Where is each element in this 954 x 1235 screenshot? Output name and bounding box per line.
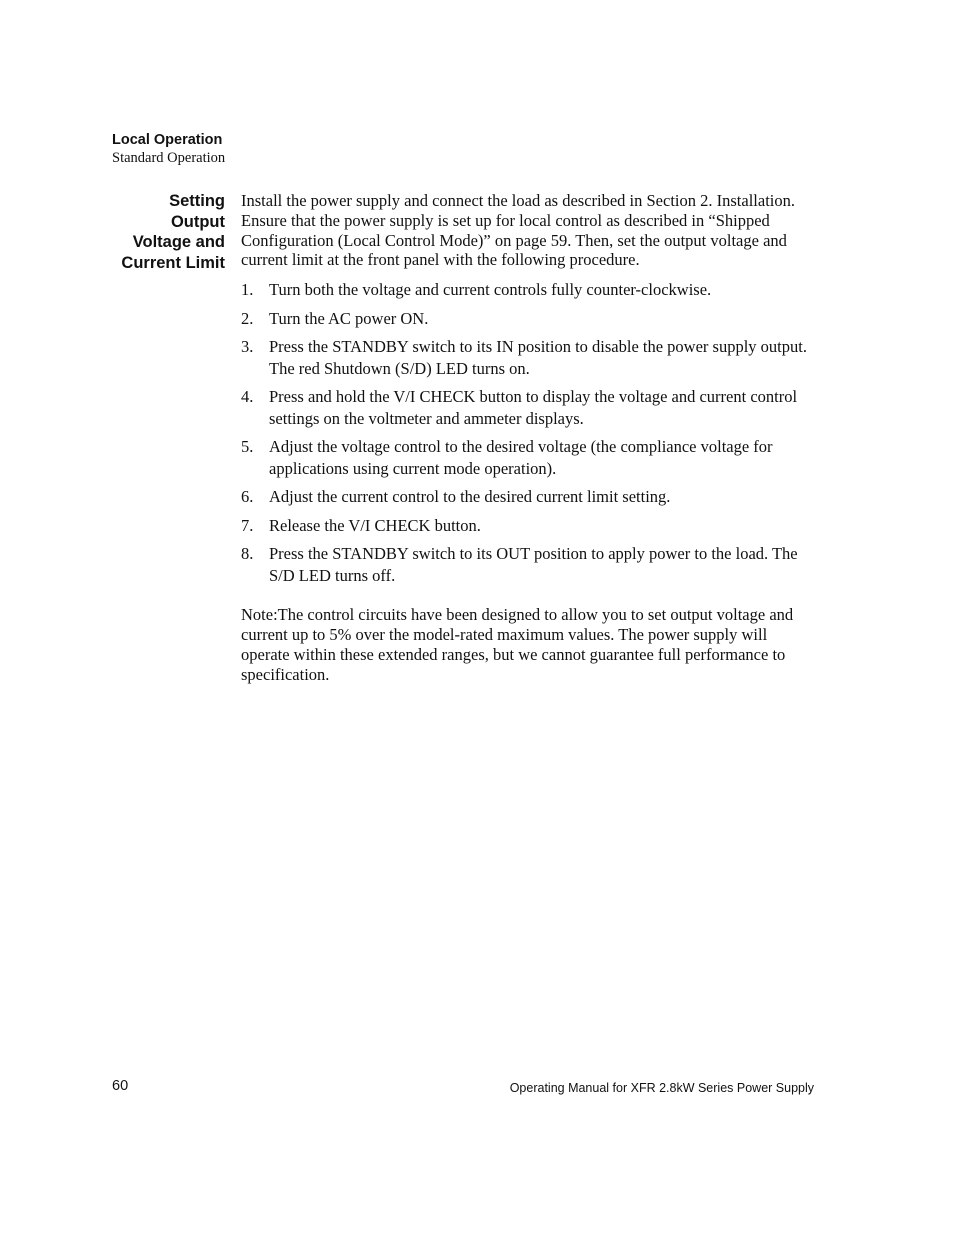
step-number: 4. <box>241 387 254 407</box>
step-text: Release the V/I CHECK button. <box>269 515 481 535</box>
list-item <box>241 336 816 379</box>
procedure-list <box>241 279 816 586</box>
list-item <box>241 386 816 429</box>
step-text: Press the STANDBY switch to its OUT position to apply power to the load. The S/D LED turns off. <box>269 544 798 585</box>
step-number: 6. <box>241 487 254 507</box>
step-number: 1. <box>241 280 254 300</box>
chapter-title: Local Operation <box>112 132 223 148</box>
page-footer <box>112 1078 814 1098</box>
step-number: 7. <box>241 515 254 535</box>
list-item <box>241 436 816 479</box>
side-heading-line: Setting <box>169 192 225 210</box>
list-item <box>241 486 816 508</box>
list-item <box>241 279 816 301</box>
step-text: Turn both the voltage and current controls fully counter-clockwise. <box>269 280 712 300</box>
list-item <box>241 515 816 537</box>
side-heading-line: Voltage and <box>132 233 225 251</box>
page-header <box>112 131 225 167</box>
side-heading-line: Output <box>170 212 225 231</box>
side-heading <box>95 191 225 273</box>
step-number: 2. <box>241 308 254 328</box>
step-text: Turn the AC power ON. <box>269 308 429 328</box>
step-text: Adjust the voltage control to the desired voltage (the compliance voltage for applications using current mode operation). <box>269 437 773 478</box>
body-text <box>241 191 816 684</box>
note-paragraph: Note:The control circuits have been designed to allow you to set output voltage and current up to 5% over the model-rated maximum values. The power supply will operate within these extended ranges, but we cannot guarantee full performance to specification. <box>241 605 794 684</box>
list-item <box>241 543 816 586</box>
page-number: 60 <box>112 1078 129 1094</box>
step-number: 5. <box>241 437 254 457</box>
manual-title: Operating Manual for XFR 2.8kW Series Power Supply <box>509 1081 814 1095</box>
step-number: 8. <box>241 544 254 564</box>
step-text: Press the STANDBY switch to its IN position to disable the power supply output. The red Shutdown (S/D) LED turns on. <box>269 337 807 378</box>
side-heading-line: Current Limit <box>121 253 225 272</box>
section-title: Standard Operation <box>112 150 226 166</box>
step-number: 3. <box>241 337 254 357</box>
step-text: Press and hold the V/I CHECK button to display the voltage and current control settings on the voltmeter and ammeter displays. <box>269 387 798 428</box>
step-text: Adjust the current control to the desired current limit setting. <box>269 487 671 507</box>
list-item <box>241 308 816 330</box>
intro-paragraph: Install the power supply and connect the load as described in Section 2. Installation. Ensure that the power supply is set up for local control as described in “Shipped Configuration (Local Control Mode)” on page 59. Then, set the output voltage and current limit at the front panel with the following procedure. <box>241 191 795 270</box>
